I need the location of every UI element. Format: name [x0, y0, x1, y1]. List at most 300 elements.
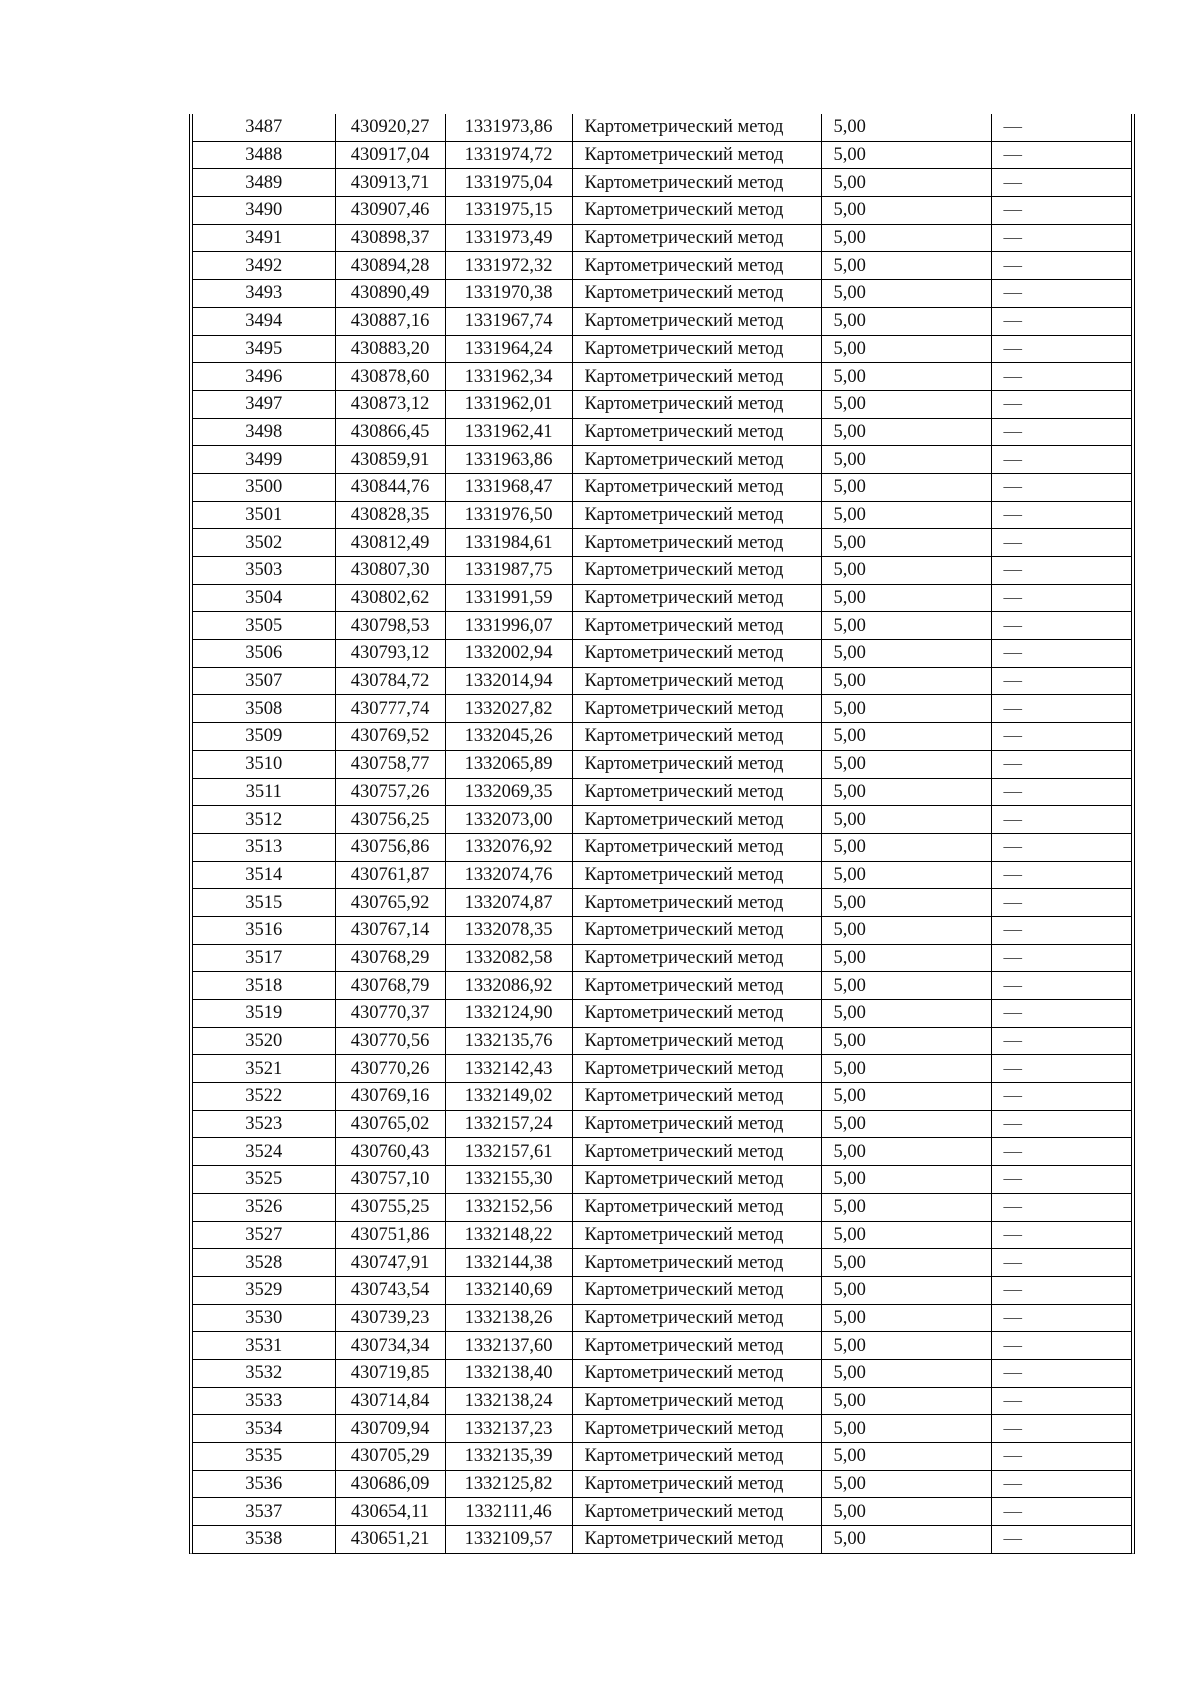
- error-cell: 5,00: [821, 1027, 991, 1055]
- description-cell: —: [991, 723, 1131, 751]
- description-cell: —: [991, 307, 1131, 335]
- method-cell: Картометрический метод: [572, 1526, 821, 1553]
- method-cell: Картометрический метод: [572, 1166, 821, 1194]
- method-cell: Картометрический метод: [572, 169, 821, 197]
- description-cell: —: [991, 695, 1131, 723]
- description-cell: —: [991, 1000, 1131, 1028]
- description-cell: —: [991, 750, 1131, 778]
- description-cell: —: [991, 612, 1131, 640]
- table-row: [193, 750, 1131, 778]
- method-cell: Картометрический метод: [572, 889, 821, 917]
- method-cell: Картометрический метод: [572, 1055, 821, 1083]
- method-cell: Картометрический метод: [572, 1304, 821, 1332]
- method-cell: Картометрический метод: [572, 1387, 821, 1415]
- description-cell: —: [991, 1470, 1131, 1498]
- method-cell: Картометрический метод: [572, 750, 821, 778]
- table-row: [193, 1027, 1131, 1055]
- method-cell: Картометрический метод: [572, 1138, 821, 1166]
- method-cell: Картометрический метод: [572, 667, 821, 695]
- point-number: 3499: [193, 446, 335, 474]
- coordinate-y: 1332109,57: [445, 1526, 572, 1553]
- coordinate-y: 1332140,69: [445, 1276, 572, 1304]
- method-cell: Картометрический метод: [572, 224, 821, 252]
- coordinate-y: 1331973,86: [445, 114, 572, 141]
- table-row: [193, 778, 1131, 806]
- coordinate-y: 1331991,59: [445, 584, 572, 612]
- point-number: 3508: [193, 695, 335, 723]
- method-cell: Картометрический метод: [572, 1332, 821, 1360]
- coordinate-y: 1332124,90: [445, 1000, 572, 1028]
- method-cell: Картометрический метод: [572, 197, 821, 225]
- table-row: [193, 1387, 1131, 1415]
- coordinate-y: 1332135,39: [445, 1443, 572, 1471]
- point-number: 3497: [193, 390, 335, 418]
- coordinate-x: 430760,43: [335, 1138, 445, 1166]
- point-number: 3489: [193, 169, 335, 197]
- coordinate-y: 1332137,23: [445, 1415, 572, 1443]
- point-number: 3509: [193, 723, 335, 751]
- method-cell: Картометрический метод: [572, 695, 821, 723]
- method-cell: Картометрический метод: [572, 557, 821, 585]
- coordinate-x: 430873,12: [335, 390, 445, 418]
- error-cell: 5,00: [821, 1083, 991, 1111]
- coordinate-y: 1332073,00: [445, 806, 572, 834]
- method-cell: Картометрический метод: [572, 473, 821, 501]
- table-row: [193, 889, 1131, 917]
- error-cell: 5,00: [821, 390, 991, 418]
- table-row: [193, 473, 1131, 501]
- table-row: [193, 418, 1131, 446]
- coordinate-y: 1332148,22: [445, 1221, 572, 1249]
- description-cell: —: [991, 1276, 1131, 1304]
- coordinate-x: 430777,74: [335, 695, 445, 723]
- coordinate-y: 1332078,35: [445, 916, 572, 944]
- table-row: [193, 1055, 1131, 1083]
- coordinate-x: 430898,37: [335, 224, 445, 252]
- error-cell: 5,00: [821, 1526, 991, 1553]
- point-number: 3500: [193, 473, 335, 501]
- error-cell: 5,00: [821, 446, 991, 474]
- table-row: [193, 612, 1131, 640]
- method-cell: Картометрический метод: [572, 1083, 821, 1111]
- point-number: 3529: [193, 1276, 335, 1304]
- coordinate-x: 430784,72: [335, 667, 445, 695]
- coordinate-x: 430705,29: [335, 1443, 445, 1471]
- error-cell: 5,00: [821, 252, 991, 280]
- point-number: 3524: [193, 1138, 335, 1166]
- coordinate-x: 430894,28: [335, 252, 445, 280]
- error-cell: 5,00: [821, 501, 991, 529]
- coordinate-x: 430887,16: [335, 307, 445, 335]
- point-number: 3504: [193, 584, 335, 612]
- coordinate-y: 1332076,92: [445, 833, 572, 861]
- description-cell: —: [991, 1526, 1131, 1553]
- coordinate-y: 1332137,60: [445, 1332, 572, 1360]
- error-cell: 5,00: [821, 667, 991, 695]
- error-cell: 5,00: [821, 640, 991, 668]
- error-cell: 5,00: [821, 169, 991, 197]
- coordinate-y: 1331962,01: [445, 390, 572, 418]
- error-cell: 5,00: [821, 1138, 991, 1166]
- error-cell: 5,00: [821, 1304, 991, 1332]
- coordinate-y: 1331976,50: [445, 501, 572, 529]
- point-number: 3514: [193, 861, 335, 889]
- description-cell: —: [991, 557, 1131, 585]
- description-cell: —: [991, 197, 1131, 225]
- table-row: [193, 640, 1131, 668]
- description-cell: —: [991, 944, 1131, 972]
- error-cell: 5,00: [821, 529, 991, 557]
- table-row: [193, 1083, 1131, 1111]
- description-cell: —: [991, 1443, 1131, 1471]
- error-cell: 5,00: [821, 833, 991, 861]
- coordinates-table: [189, 114, 1135, 1554]
- table-row: [193, 557, 1131, 585]
- coordinate-y: 1332002,94: [445, 640, 572, 668]
- table-row: [193, 169, 1131, 197]
- coordinate-y: 1332074,87: [445, 889, 572, 917]
- description-cell: —: [991, 529, 1131, 557]
- table-row: [193, 446, 1131, 474]
- table-row: [193, 1110, 1131, 1138]
- description-cell: —: [991, 363, 1131, 391]
- description-cell: —: [991, 1138, 1131, 1166]
- table-row: [193, 335, 1131, 363]
- description-cell: —: [991, 833, 1131, 861]
- coordinate-y: 1332152,56: [445, 1193, 572, 1221]
- error-cell: 5,00: [821, 889, 991, 917]
- point-number: 3535: [193, 1443, 335, 1471]
- table-row: [193, 1276, 1131, 1304]
- description-cell: —: [991, 640, 1131, 668]
- coordinate-y: 1332157,61: [445, 1138, 572, 1166]
- description-cell: —: [1003, 117, 1022, 138]
- error-cell: 5,00: [821, 418, 991, 446]
- description-cell: —: [991, 1498, 1131, 1526]
- description-cell: —: [991, 141, 1131, 169]
- error-cell: 5,00: [821, 197, 991, 225]
- error-cell: 5,00: [821, 224, 991, 252]
- description-cell: —: [991, 1027, 1131, 1055]
- coordinate-x: 430802,62: [335, 584, 445, 612]
- table-row: [193, 667, 1131, 695]
- table-row: [193, 1304, 1131, 1332]
- coordinate-x: 430866,45: [335, 418, 445, 446]
- table-row: [193, 1193, 1131, 1221]
- table-row: [193, 1415, 1131, 1443]
- description-cell: —: [991, 169, 1131, 197]
- coordinate-y: 1331973,49: [445, 224, 572, 252]
- coordinate-x: 430654,11: [335, 1498, 445, 1526]
- coordinate-x: 430651,21: [335, 1526, 445, 1553]
- coordinate-x: 430844,76: [335, 473, 445, 501]
- description-cell: —: [991, 224, 1131, 252]
- method-cell: Картометрический метод: [572, 916, 821, 944]
- coordinate-y: 1331984,61: [445, 529, 572, 557]
- coordinate-y: 1332125,82: [445, 1470, 572, 1498]
- point-number: 3519: [193, 1000, 335, 1028]
- coordinate-x: 430758,77: [335, 750, 445, 778]
- method-cell: Картометрический метод: [572, 1470, 821, 1498]
- point-number: 3527: [193, 1221, 335, 1249]
- table-row: [193, 141, 1131, 169]
- coordinate-y: 1331962,41: [445, 418, 572, 446]
- error-cell: 5,00: [821, 1193, 991, 1221]
- table-row: [193, 1359, 1131, 1387]
- description-cell: —: [991, 1193, 1131, 1221]
- description-cell: —: [991, 1221, 1131, 1249]
- point-number: 3496: [193, 363, 335, 391]
- method-cell: Картометрический метод: [572, 1110, 821, 1138]
- coordinate-y: 1332149,02: [445, 1083, 572, 1111]
- error-cell: 5,00: [821, 1055, 991, 1083]
- point-number: 3536: [193, 1470, 335, 1498]
- coordinate-y: 1331975,04: [445, 169, 572, 197]
- coordinate-x: 430917,04: [335, 141, 445, 169]
- table-row: [193, 224, 1131, 252]
- method-cell: Картометрический метод: [572, 1359, 821, 1387]
- description-cell: —: [991, 252, 1131, 280]
- coordinate-x: 430770,26: [335, 1055, 445, 1083]
- table-row: [193, 197, 1131, 225]
- method-cell: Картометрический метод: [572, 1193, 821, 1221]
- point-number: 3521: [193, 1055, 335, 1083]
- error-cell: 5,00: [821, 1000, 991, 1028]
- description-cell: —: [991, 1166, 1131, 1194]
- coordinate-x: 430768,79: [335, 972, 445, 1000]
- table-row: [193, 1166, 1131, 1194]
- point-number: 3520: [193, 1027, 335, 1055]
- method-cell: Картометрический метод: [572, 1249, 821, 1277]
- coordinate-x: 430828,35: [335, 501, 445, 529]
- table-row: [193, 861, 1131, 889]
- point-number: 3516: [193, 916, 335, 944]
- description-cell: —: [991, 889, 1131, 917]
- method-cell: Картометрический метод: [572, 363, 821, 391]
- coordinate-y: 1332074,76: [445, 861, 572, 889]
- error-cell: 5,00: [821, 861, 991, 889]
- error-cell: 5,00: [821, 335, 991, 363]
- coordinate-x: 430756,86: [335, 833, 445, 861]
- description-cell: —: [991, 390, 1131, 418]
- description-cell: —: [991, 1249, 1131, 1277]
- point-number: 3533: [193, 1387, 335, 1415]
- table-row: [193, 280, 1131, 308]
- method-cell: Картометрический метод: [572, 529, 821, 557]
- error-cell: 5,00: [821, 1443, 991, 1471]
- method-cell: Картометрический метод: [572, 723, 821, 751]
- description-cell: —: [991, 501, 1131, 529]
- method-cell: Картометрический метод: [572, 307, 821, 335]
- error-cell: 5,00: [821, 1498, 991, 1526]
- coordinate-x: 430770,37: [335, 1000, 445, 1028]
- error-cell: 5,00: [821, 723, 991, 751]
- coordinate-x: 430920,27: [335, 114, 445, 141]
- table-row: [193, 972, 1131, 1000]
- point-number: 3511: [193, 778, 335, 806]
- error-cell: 5,00: [821, 280, 991, 308]
- coordinate-x: 430907,46: [335, 197, 445, 225]
- coordinate-y: 1332138,40: [445, 1359, 572, 1387]
- coordinate-y: 1332014,94: [445, 667, 572, 695]
- coordinate-y: 1331968,47: [445, 473, 572, 501]
- point-number: 3513: [193, 833, 335, 861]
- point-number: 3518: [193, 972, 335, 1000]
- description-cell: —: [991, 806, 1131, 834]
- coordinate-y: 1331962,34: [445, 363, 572, 391]
- error-cell: 5,00: [821, 1415, 991, 1443]
- method-cell: Картометрический метод: [572, 1498, 821, 1526]
- point-number: 3530: [193, 1304, 335, 1332]
- coordinate-x: 430807,30: [335, 557, 445, 585]
- table-row: [193, 723, 1131, 751]
- error-cell: 5,00: [821, 1387, 991, 1415]
- description-cell: —: [991, 861, 1131, 889]
- coordinate-x: 430756,25: [335, 806, 445, 834]
- description-cell: —: [991, 446, 1131, 474]
- error-cell: 5,00: [821, 1332, 991, 1360]
- error-cell: 5,00: [821, 1276, 991, 1304]
- point-number: 3488: [193, 141, 335, 169]
- description-cell: —: [991, 335, 1131, 363]
- error-cell: 5,00: [821, 750, 991, 778]
- table-row: [193, 114, 1131, 141]
- table-row: [193, 1249, 1131, 1277]
- method-cell: Картометрический метод: [572, 418, 821, 446]
- error-cell: 5,00: [821, 612, 991, 640]
- point-number: 3501: [193, 501, 335, 529]
- point-number: 3495: [193, 335, 335, 363]
- description-cell: —: [991, 1387, 1131, 1415]
- coordinate-x: 430734,34: [335, 1332, 445, 1360]
- error-cell: 5,00: [821, 1110, 991, 1138]
- description-cell: —: [991, 418, 1131, 446]
- table-row: [193, 307, 1131, 335]
- description-cell: —: [991, 667, 1131, 695]
- error-cell: 5,00: [821, 944, 991, 972]
- table-row: [193, 916, 1131, 944]
- point-number: 3503: [193, 557, 335, 585]
- coordinate-x: 430793,12: [335, 640, 445, 668]
- method-cell: Картометрический метод: [572, 114, 821, 141]
- coordinate-x: 430743,54: [335, 1276, 445, 1304]
- coordinate-y: 1331972,32: [445, 252, 572, 280]
- method-cell: Картометрический метод: [572, 1027, 821, 1055]
- table-row: [193, 363, 1131, 391]
- coordinate-x: 430755,25: [335, 1193, 445, 1221]
- error-cell: 5,00: [821, 1359, 991, 1387]
- error-cell: 5,00: [821, 473, 991, 501]
- point-number: 3531: [193, 1332, 335, 1360]
- table-row: [193, 1138, 1131, 1166]
- coordinate-x: 430859,91: [335, 446, 445, 474]
- coordinate-y: 1332144,38: [445, 1249, 572, 1277]
- coordinate-y: 1332135,76: [445, 1027, 572, 1055]
- coordinate-x: 430739,23: [335, 1304, 445, 1332]
- coordinate-y: 1332157,24: [445, 1110, 572, 1138]
- coordinate-y: 1331967,74: [445, 307, 572, 335]
- error-cell: 5,00: [821, 141, 991, 169]
- method-cell: Картометрический метод: [572, 612, 821, 640]
- coordinate-y: 1332111,46: [445, 1498, 572, 1526]
- description-cell: —: [991, 1359, 1131, 1387]
- method-cell: Картометрический метод: [572, 1221, 821, 1249]
- error-cell: 5,00: [821, 1221, 991, 1249]
- description-cell: —: [991, 280, 1131, 308]
- method-cell: Картометрический метод: [572, 1000, 821, 1028]
- description-cell: —: [991, 1055, 1131, 1083]
- method-cell: Картометрический метод: [572, 640, 821, 668]
- coordinate-x: 430883,20: [335, 335, 445, 363]
- error-cell: 5,00: [821, 363, 991, 391]
- table-row: [193, 1470, 1131, 1498]
- coordinate-y: 1332069,35: [445, 778, 572, 806]
- coordinate-y: 1331996,07: [445, 612, 572, 640]
- point-number: 3498: [193, 418, 335, 446]
- description-cell: —: [991, 778, 1131, 806]
- point-number: 3505: [193, 612, 335, 640]
- method-cell: Картометрический метод: [572, 833, 821, 861]
- coordinate-y: 1331974,72: [445, 141, 572, 169]
- coordinate-y: 1332142,43: [445, 1055, 572, 1083]
- table-row: [193, 529, 1131, 557]
- method-cell: Картометрический метод: [572, 335, 821, 363]
- error-cell: 5,00: [821, 916, 991, 944]
- point-number: 3510: [193, 750, 335, 778]
- description-cell: —: [991, 1304, 1131, 1332]
- coordinate-x: 430769,16: [335, 1083, 445, 1111]
- table-row: [193, 584, 1131, 612]
- table-row: [193, 1221, 1131, 1249]
- method-cell: Картометрический метод: [572, 1276, 821, 1304]
- table-body: [193, 114, 1131, 1553]
- method-cell: Картометрический метод: [572, 944, 821, 972]
- method-cell: Картометрический метод: [572, 252, 821, 280]
- description-cell: —: [991, 1332, 1131, 1360]
- coordinate-x: 430751,86: [335, 1221, 445, 1249]
- point-number: 3526: [193, 1193, 335, 1221]
- table-row: [193, 1000, 1131, 1028]
- coordinate-x: 430765,92: [335, 889, 445, 917]
- coordinate-x: 430757,26: [335, 778, 445, 806]
- coordinate-x: 430890,49: [335, 280, 445, 308]
- description-cell: —: [991, 1083, 1131, 1111]
- coordinate-y: 1332155,30: [445, 1166, 572, 1194]
- description-cell: —: [991, 916, 1131, 944]
- error-cell: 5,00: [821, 1470, 991, 1498]
- description-cell: —: [991, 1110, 1131, 1138]
- error-cell: 5,00: [821, 1166, 991, 1194]
- point-number: 3522: [193, 1083, 335, 1111]
- method-cell: Картометрический метод: [572, 501, 821, 529]
- point-number: 3490: [193, 197, 335, 225]
- table-row: [193, 806, 1131, 834]
- method-cell: Картометрический метод: [572, 141, 821, 169]
- error-cell: 5,00: [821, 114, 991, 141]
- coordinate-x: 430798,53: [335, 612, 445, 640]
- description-cell: —: [991, 584, 1131, 612]
- coordinate-x: 430761,87: [335, 861, 445, 889]
- point-number: 3532: [193, 1359, 335, 1387]
- coordinate-y: 1332138,26: [445, 1304, 572, 1332]
- coordinate-x: 430913,71: [335, 169, 445, 197]
- coordinate-x: 430709,94: [335, 1415, 445, 1443]
- method-cell: Картометрический метод: [572, 446, 821, 474]
- coordinate-x: 430686,09: [335, 1470, 445, 1498]
- point-number: 3494: [193, 307, 335, 335]
- coordinate-x: 430767,14: [335, 916, 445, 944]
- coordinate-y: 1332082,58: [445, 944, 572, 972]
